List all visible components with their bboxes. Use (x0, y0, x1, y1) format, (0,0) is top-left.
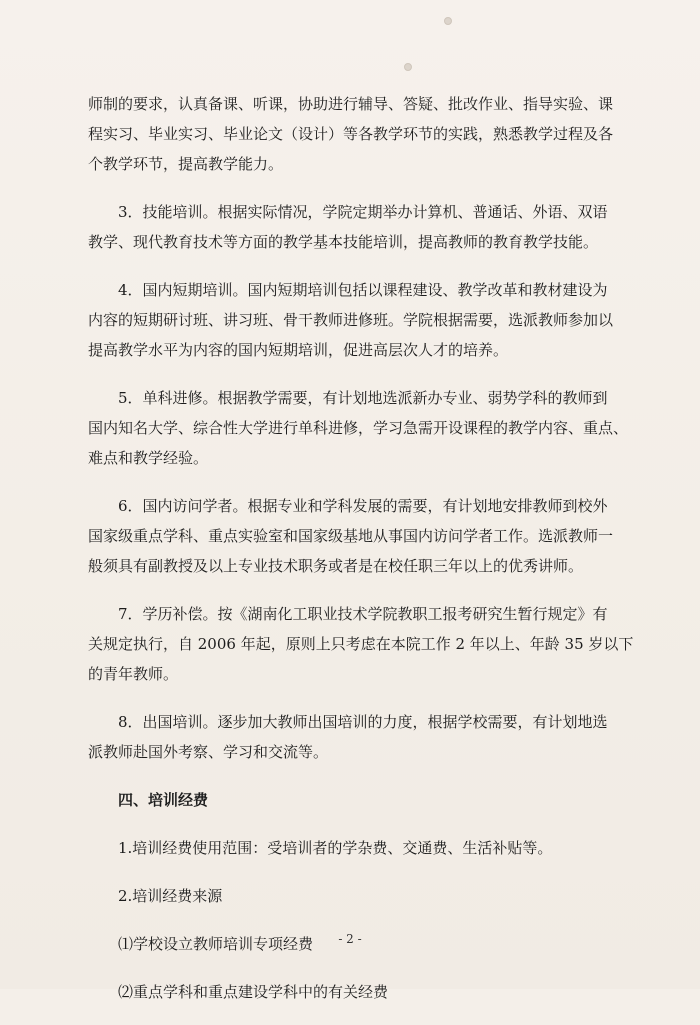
page-number: - 2 - (338, 932, 362, 946)
text-line: 内容的短期研讨班、讲习班、骨干教师进修班。学院根据需要，选派教师参加以 (88, 311, 614, 329)
text-line: 5．单科进修。根据教学需要，有计划地选派新办专业、弱势学科的教师到 (118, 389, 608, 407)
text-line: 教学、现代教育技术等方面的教学基本技能培训，提高教师的教育教学技能。 (88, 233, 599, 251)
text-line: 8．出国培训。逐步加大教师出国培训的力度，根据学校需要，有计划地选 (118, 713, 608, 731)
continuation-paragraph (88, 89, 614, 179)
punch-hole-top (444, 17, 452, 25)
list-item: ⑴学校设立教师培训专项经费 (118, 935, 314, 953)
list-item: ⑵重点学科和重点建设学科中的有关经费 (118, 983, 389, 1001)
text-line: 个教学环节，提高教学能力。 (88, 155, 284, 173)
list-item: 2.培训经费来源 (118, 887, 223, 905)
text-line: 关规定执行，自 2006 年起，原则上只考虑在本院工作 2 年以上、年龄 35 岁以下 (88, 635, 634, 653)
text-line: 提高教学水平为内容的国内短期培训，促进高层次人才的培养。 (88, 341, 509, 359)
paragraph-degree-compensation (88, 599, 634, 689)
text-line: 般须具有副教授及以上专业技术职务或者是在校任职三年以上的优秀讲师。 (88, 557, 584, 575)
text-line: 7．学历补偿。按《湖南化工职业技术学院教职工报考研究生暂行规定》有 (118, 605, 608, 623)
text-line: 难点和教学经验。 (88, 449, 209, 467)
text-line: 国家级重点学科、重点实验室和国家级基地从事国内访问学者工作。选派教师一 (88, 527, 614, 545)
list-item: 1.培训经费使用范围：受培训者的学杂费、交通费、生活补贴等。 (118, 839, 553, 857)
text-line: 派教师赴国外考察、学习和交流等。 (88, 743, 329, 761)
paragraph-single-subject-study (88, 383, 629, 473)
document-body (88, 89, 634, 1025)
text-line: 的青年教师。 (88, 665, 179, 683)
paragraph-skills-training (88, 197, 608, 257)
paragraph-overseas-training (88, 707, 608, 767)
punch-hole-bottom (404, 63, 412, 71)
text-line: 程实习、毕业实习、毕业论文（设计）等各教学环节的实践，熟悉教学过程及各 (88, 125, 614, 143)
paragraph-visiting-scholar (88, 491, 614, 581)
section-heading: 四、培训经费 (118, 791, 209, 809)
paragraph-domestic-short-training (88, 275, 614, 365)
text-line: 国内知名大学、综合性大学进行单科进修，学习急需开设课程的教学内容、重点、 (88, 419, 629, 437)
text-line: 6．国内访问学者。根据专业和学科发展的需要，有计划地安排教师到校外 (118, 497, 608, 515)
text-line: 4．国内短期培训。国内短期培训包括以课程建设、教学改革和教材建设为 (118, 281, 608, 299)
text-line: 师制的要求，认真备课、听课，协助进行辅导、答疑、批改作业、指导实验、课 (88, 95, 614, 113)
text-line: 3．技能培训。根据实际情况，学院定期举办计算机、普通话、外语、双语 (118, 203, 608, 221)
